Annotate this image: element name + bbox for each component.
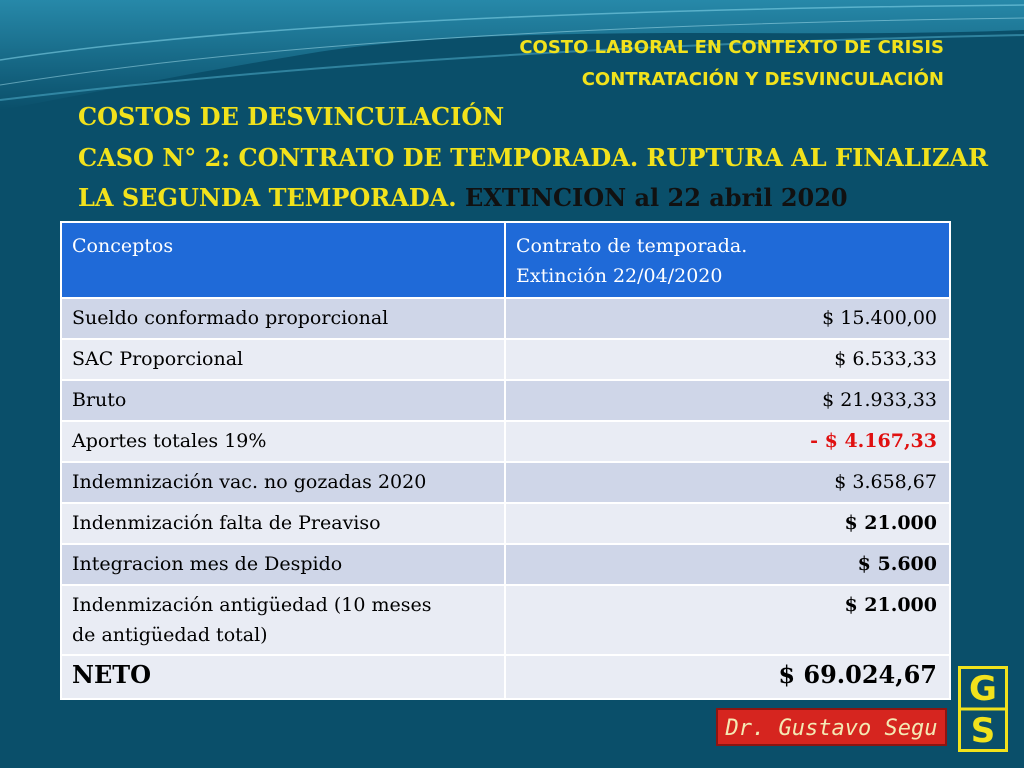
concept-cell: Indenmización falta de Preaviso xyxy=(61,503,505,544)
concept-cell: Sueldo conformado proporcional xyxy=(61,298,505,339)
value-cell: $ 21.000 xyxy=(505,503,950,544)
column-header-contract-line1: Contrato de temporada. xyxy=(516,235,748,257)
case-heading-line1: CASO N° 2: CONTRATO DE TEMPORADA. RUPTURA AL FINALIZAR xyxy=(78,143,989,172)
concept-cell: SAC Proporcional xyxy=(61,339,505,380)
concept-cell: Aportes totales 19% xyxy=(61,421,505,462)
logo-letter-top: G xyxy=(969,669,997,709)
total-row xyxy=(61,655,950,699)
table-row xyxy=(61,339,950,380)
table-row xyxy=(61,503,950,544)
value-cell: $ 6.533,33 xyxy=(505,339,950,380)
value-cell: $ 15.400,00 xyxy=(505,298,950,339)
table-row xyxy=(61,421,950,462)
negative-value-cell: - $ 4.167,33 xyxy=(505,421,950,462)
table-row xyxy=(61,298,950,339)
extinction-date-text: EXTINCION al 22 abril 2020 xyxy=(465,183,848,212)
column-header-concepts: Conceptos xyxy=(61,222,505,298)
value-cell: $ 3.658,67 xyxy=(505,462,950,503)
section-heading: COSTOS DE DESVINCULACIÓN xyxy=(78,102,505,131)
value-cell: $ 5.600 xyxy=(505,544,950,585)
header-title-line2: CONTRATACIÓN Y DESVINCULACIÓN xyxy=(581,69,944,90)
concept-cell: Indemnización vac. no gozadas 2020 xyxy=(61,462,505,503)
gs-logo xyxy=(958,666,1008,752)
case-heading-line2 xyxy=(78,183,848,212)
table-header-row xyxy=(61,222,950,298)
concept-cell: Integracion mes de Despido xyxy=(61,544,505,585)
logo-letter-bottom: S xyxy=(970,711,996,751)
column-header-contract xyxy=(505,222,950,298)
case-heading-text: LA SEGUNDA TEMPORADA. xyxy=(78,183,466,212)
concept-cell xyxy=(61,585,505,655)
concept-line2: de antigüedad total) xyxy=(72,624,268,646)
table-row xyxy=(61,380,950,421)
table-row xyxy=(61,544,950,585)
total-value: $ 69.024,67 xyxy=(505,655,950,699)
total-label: NETO xyxy=(61,655,505,699)
value-cell: $ 21.933,33 xyxy=(505,380,950,421)
table-row xyxy=(61,585,950,655)
value-cell: $ 21.000 xyxy=(505,585,950,655)
column-header-contract-line2: Extinción 22/04/2020 xyxy=(516,265,723,287)
header-title-line1: COSTO LABORAL EN CONTEXTO DE CRISIS xyxy=(519,37,944,58)
costs-table xyxy=(60,221,951,700)
concept-line1: Indenmización antigüedad (10 meses xyxy=(72,594,432,616)
table-row xyxy=(61,462,950,503)
concept-cell: Bruto xyxy=(61,380,505,421)
signature-banner: Dr. Gustavo Segu xyxy=(716,708,947,746)
